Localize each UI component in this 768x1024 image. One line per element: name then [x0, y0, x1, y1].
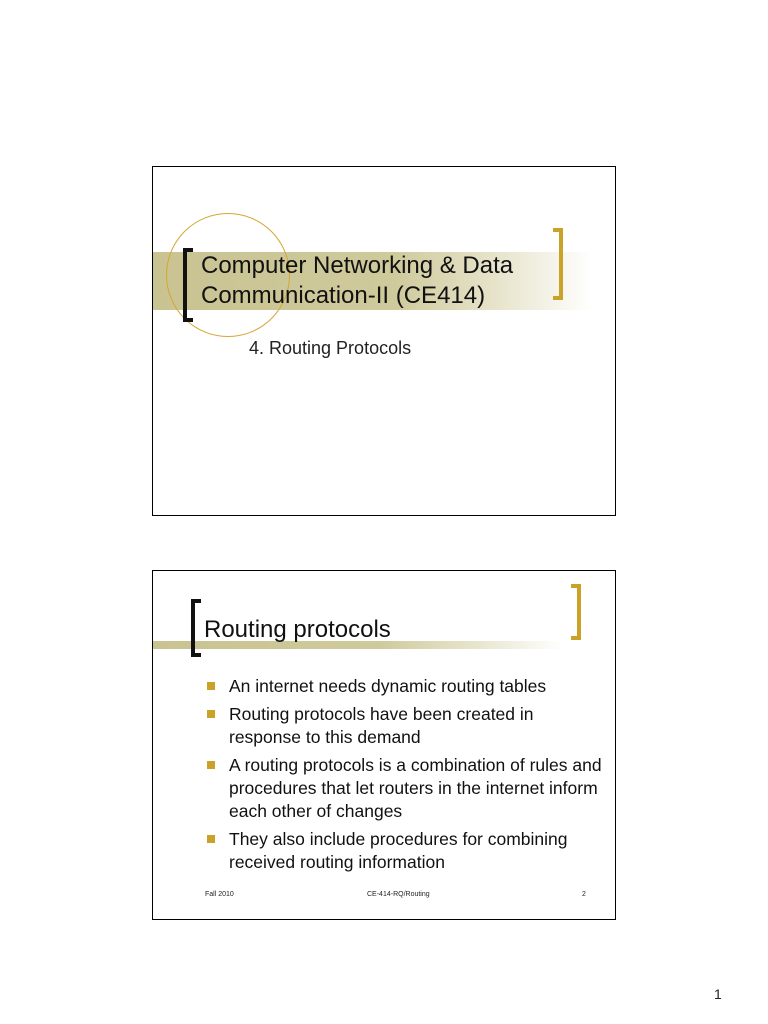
bullet-item — [205, 754, 605, 823]
footer-slide-number: 2 — [582, 891, 586, 898]
footer-course: CE-414-RQ/Routing — [367, 891, 430, 898]
slide-title — [201, 251, 513, 311]
left-bracket-decoration — [183, 248, 193, 322]
bullet-item — [205, 675, 605, 698]
bullet-text: Routing protocols have been created in response to this demand — [229, 704, 534, 747]
bullet-item — [205, 703, 605, 749]
bullet-list — [205, 675, 605, 879]
bullet-square-icon — [207, 761, 215, 769]
slide-subtitle: 4. Routing Protocols — [249, 338, 412, 358]
page-number: 1 — [714, 986, 722, 1002]
left-bracket-decoration — [191, 599, 201, 657]
bullet-square-icon — [207, 835, 215, 843]
footer-date: Fall 2010 — [205, 891, 234, 898]
bullet-square-icon — [207, 682, 215, 690]
right-bracket-decoration — [571, 584, 581, 640]
title-slide — [152, 166, 616, 516]
slide-title-line-2: Communication-II (CE414) — [201, 282, 486, 309]
content-slide — [152, 570, 616, 920]
right-bracket-decoration — [553, 228, 563, 300]
bullet-square-icon — [207, 710, 215, 718]
bullet-item — [205, 828, 605, 874]
bullet-text: A routing protocols is a combination of rules and procedures that let routers in the internet inform each other of changes — [229, 755, 602, 821]
bullet-text: They also include procedures for combining received routing information — [229, 829, 568, 872]
slide-title: Routing protocols — [204, 616, 391, 643]
bullet-text: An internet needs dynamic routing tables — [229, 676, 547, 696]
slide-title-line-1: Computer Networking & Data — [201, 252, 514, 279]
